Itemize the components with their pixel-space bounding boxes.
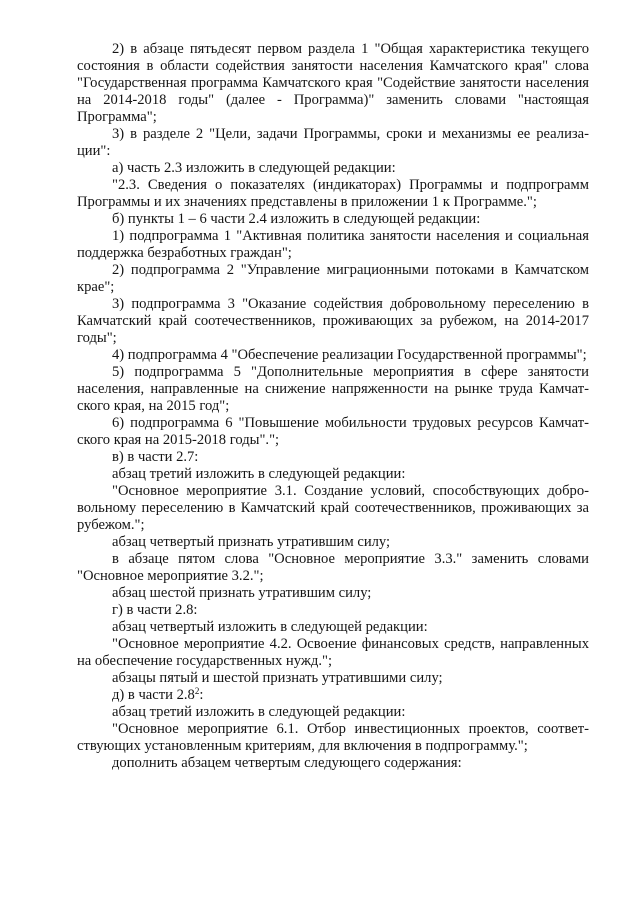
paragraph-7: 2) подпрограмма 2 "Управление миграционными потоками в Камчатском крае"; [77,262,589,295]
document-page [77,41,589,772]
paragraph-17: абзац шестой признать утратившим силу; [112,585,372,601]
paragraph-1: 2) в абзаце пятьдесят первом раздела 1 "Общая характеристика текущего состояния в области содействия занятости населения Камчатского края" слова "Государственная программа Камчатского края "Содействие занятости населения на 2014-2018 годы" (далее - Программа)" заменить словами "настоящая Программа"; [77,41,589,125]
paragraph-20: "Основное мероприятие 4.2. Освоение финансовых средств, направленных на обеспечение государственных нужд."; [77,636,589,669]
paragraph-19: абзац четвертый изложить в следующей редакции: [112,619,428,635]
paragraph-15: абзац четвертый признать утратившим силу; [112,534,391,550]
paragraph-4: "2.3. Сведения о показателях (индикаторах) Программы и подпрограмм Программы и их значениях представлены в приложении 1 к Программе."; [77,177,589,210]
paragraph-21: абзацы пятый и шестой признать утратившими силу; [112,670,443,686]
paragraph-10: 5) подпрограмма 5 "Дополнительные мероприятия в сфере занятости населения, направленные на снижение напряженности на рынке труда Камчатского края, на 2015 год"; [77,364,589,414]
part-28-superscript: 2 [194,686,200,696]
paragraph-12: в) в части 2.7: [112,449,199,465]
paragraph-25: дополнить абзацем четвертым следующего содержания: [112,755,462,771]
paragraph-8: 3) подпрограмма 3 "Оказание содействия добровольному переселению в Камчатский край соотечественников, проживающих за рубежом, на 2014-2017 годы"; [77,296,589,346]
paragraph-2: 3) в разделе 2 "Цели, задачи Программы, сроки и механизмы ее реализации": [77,126,589,159]
paragraph-22 [77,687,589,704]
paragraph-13: абзац третий изложить в следующей редакции: [112,466,406,482]
paragraph-24: "Основное мероприятие 6.1. Отбор инвестиционных проектов, соответствующих установленным критериям, для включения в подпрограмму."; [77,721,589,754]
part-28-text: д) в части 2.8 [112,687,195,703]
paragraph-14: "Основное мероприятие 3.1. Создание условий, способствующих добровольному переселению в Камчатский край соотечественников, проживающих за рубежом."; [77,483,589,533]
paragraph-6: 1) подпрограмма 1 "Активная политика занятости населения и социальная поддержка безработных граждан"; [77,228,589,261]
paragraph-16: в абзаце пятом слова "Основное мероприятие 3.3." заменить словами "Основное мероприятие 3.2."; [77,551,589,584]
paragraph-3: а) часть 2.3 изложить в следующей редакции: [112,160,396,176]
part-28-suffix: : [199,687,204,703]
paragraph-11: 6) подпрограмма 6 "Повышение мобильности трудовых ресурсов Камчатского края на 2015-2018 годы"."; [77,415,589,448]
paragraph-9: 4) подпрограмма 4 "Обеспечение реализации Государственной программы"; [112,347,587,363]
paragraph-23: абзац третий изложить в следующей редакции: [112,704,406,720]
paragraph-5: б) пункты 1 – 6 части 2.4 изложить в следующей редакции: [112,211,481,227]
paragraph-18: г) в части 2.8: [112,602,198,618]
